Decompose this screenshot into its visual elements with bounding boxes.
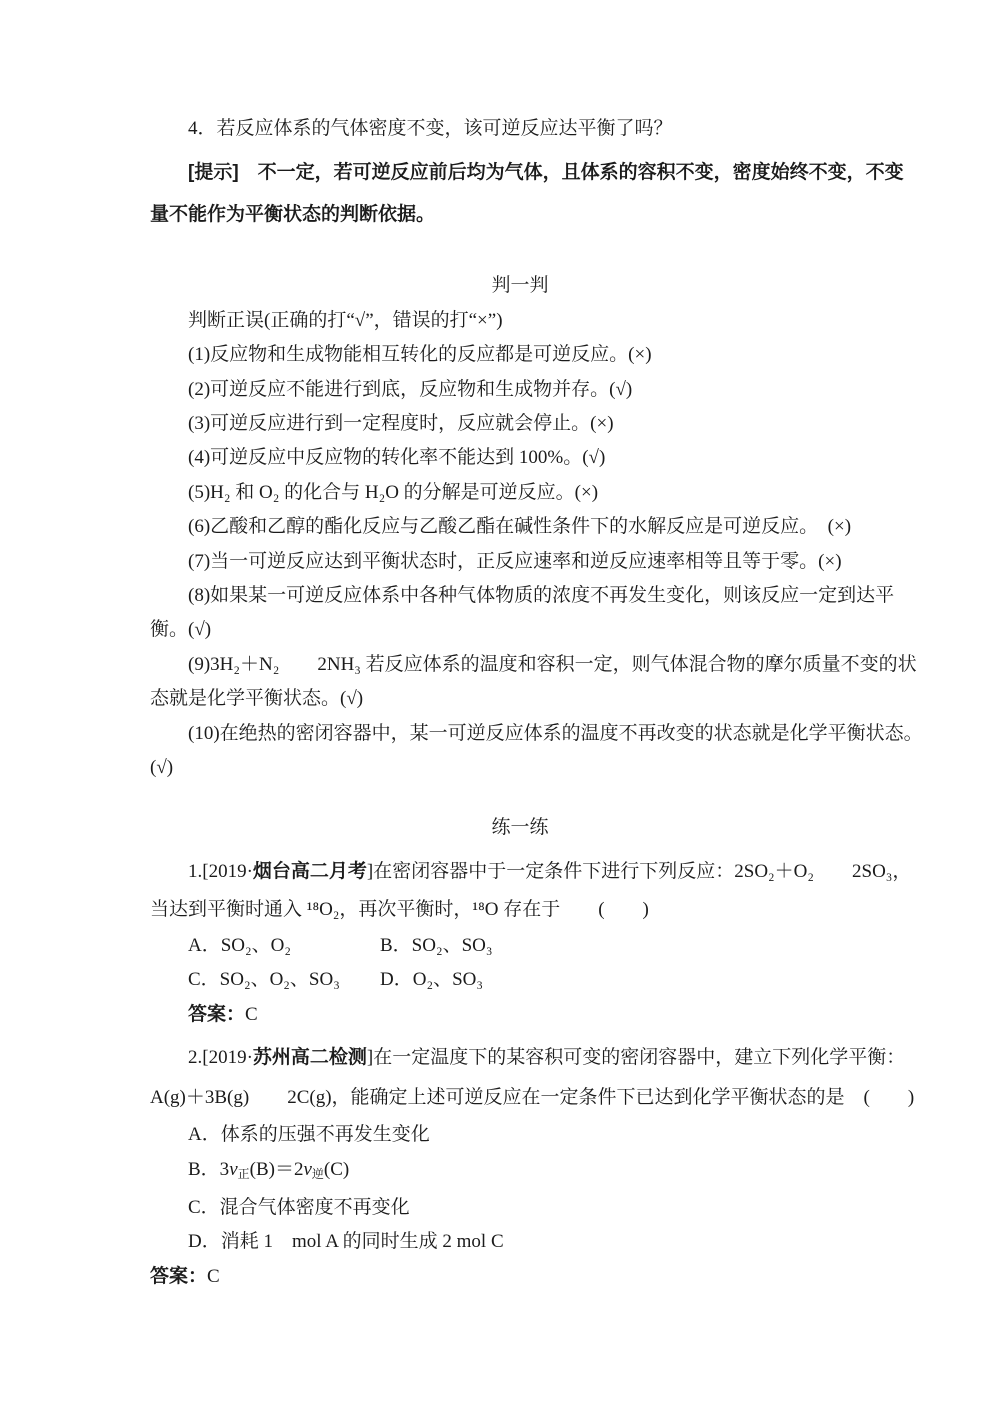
- q1-option-c: C．SO₂、O₂、SO₃: [188, 969, 340, 991]
- judge-item-6: (6)乙酸和乙醇的酯化反应与乙酸乙酯在碱性条件下的水解反应是可逆反应。 (×): [188, 516, 852, 538]
- q1-options-row-2: [150, 963, 890, 997]
- judge-item-7: (7)当一可逆反应达到平衡状态时，正反应速率和逆反应速率相等且等于零。(×): [188, 550, 842, 572]
- q4-hint-line-1: [提示] 不一定，若可逆反应前后均为气体，且体系的容积不变，密度始终不变，不变: [188, 162, 904, 184]
- judge-intro: 判断正误(正确的打“√”，错误的打“×”): [188, 309, 503, 331]
- q1-option-b: B．SO₂、SO₃: [380, 934, 493, 956]
- q1-option-a: A．SO₂、O₂: [188, 934, 291, 956]
- judge-item-8-line-2: 衡。(√): [150, 619, 212, 641]
- q2-option-b-sub-forward: 正: [237, 1166, 250, 1181]
- q2-option-c: C．混合气体密度不再变化: [188, 1196, 410, 1218]
- judge-item-9-line-1: (9)3H₂＋N₂ 2NH₃ 若反应体系的温度和容积一定，则气体混合物的摩尔质量不变的状: [188, 653, 917, 675]
- practice-section-heading: 练一练: [491, 816, 549, 838]
- judge-item-1: (1)反应物和生成物能相互转化的反应都是可逆反应。(×): [188, 344, 652, 366]
- judge-item-9-line-2: 态就是化学平衡状态。(√): [150, 688, 364, 710]
- q2-option-b: [150, 1153, 890, 1191]
- q4-hint-line-2: 量不能作为平衡状态的判断依据。: [150, 204, 436, 226]
- q2-answer-value: C: [207, 1265, 220, 1287]
- q2-option-b-middle: (B)＝2: [249, 1158, 304, 1180]
- q1-source-tag: 烟台高二月考: [252, 860, 367, 882]
- q2-option-d: D．消耗 1 mol A 的同时生成 2 mol C: [188, 1231, 504, 1253]
- q1-number-prefix: 1.[2019·: [188, 860, 253, 882]
- q2-option-b-v-forward: v: [229, 1158, 238, 1180]
- practice-q2-line-2: A(g)＋3B(g) 2C(g)，能确定上述可逆反应在一定条件下已达到化学平衡状态的是 ( ): [150, 1087, 915, 1109]
- judge-item-4: (4)可逆反应中反应物的转化率不能达到 100%。(√): [188, 447, 606, 469]
- q1-stem: ]在密闭容器中于一定条件下进行下列反应：2SO₂＋O₂ 2SO₃，: [366, 860, 912, 882]
- practice-q2-line-1: [150, 1038, 906, 1078]
- practice-q1-line-2: 当达到平衡时通入 ¹⁸O₂，再次平衡时，¹⁸O 存在于 ( ): [150, 898, 649, 920]
- q2-option-b-prefix: B．3: [188, 1158, 230, 1180]
- judge-item-8-line-1: (8)如果某一可逆反应体系中各种气体物质的浓度不再发生变化，则该反应一定到达平: [188, 585, 895, 607]
- q1-option-d: D．O₂、SO₃: [380, 969, 483, 991]
- q4-question: 4．若反应体系的气体密度不变，该可逆反应达平衡了吗？: [188, 118, 673, 139]
- judge-item-3: (3)可逆反应进行到一定程度时，反应就会停止。(×): [188, 413, 614, 435]
- practice-q1-line-1: [150, 853, 912, 891]
- q2-number-prefix: 2.[2019·: [188, 1047, 253, 1069]
- q1-options-row-1: [150, 929, 890, 963]
- q1-answer-line: [150, 998, 890, 1032]
- judge-item-10-line-2: (√): [150, 757, 174, 779]
- q2-option-b-v-reverse: v: [303, 1158, 312, 1180]
- judge-item-5: (5)H₂ 和 O₂ 的化合与 H₂O 的分解是可逆反应。(×): [188, 481, 599, 503]
- q2-option-b-end: (C): [323, 1158, 350, 1180]
- judge-item-10-line-1: (10)在绝热的密闭容器中，某一可逆反应体系的温度不再改变的状态就是化学平衡状态。: [188, 722, 923, 744]
- judge-section-heading: 判一判: [491, 275, 549, 297]
- q1-answer-value: C: [245, 1003, 258, 1025]
- q2-source-tag: 苏州高二检测: [252, 1047, 367, 1069]
- q2-option-a: A．体系的压强不再发生变化: [188, 1124, 430, 1146]
- q2-answer-label: 答案：: [150, 1265, 208, 1287]
- judge-item-2: (2)可逆反应不能进行到底，反应物和生成物并存。(√): [188, 378, 633, 400]
- q2-stem: ]在一定温度下的某容积可变的密闭容器中，建立下列化学平衡：: [366, 1047, 906, 1069]
- q2-answer-line: [150, 1260, 890, 1294]
- q1-answer-label: 答案：: [188, 1003, 246, 1025]
- q2-option-b-sub-reverse: 逆: [311, 1166, 324, 1181]
